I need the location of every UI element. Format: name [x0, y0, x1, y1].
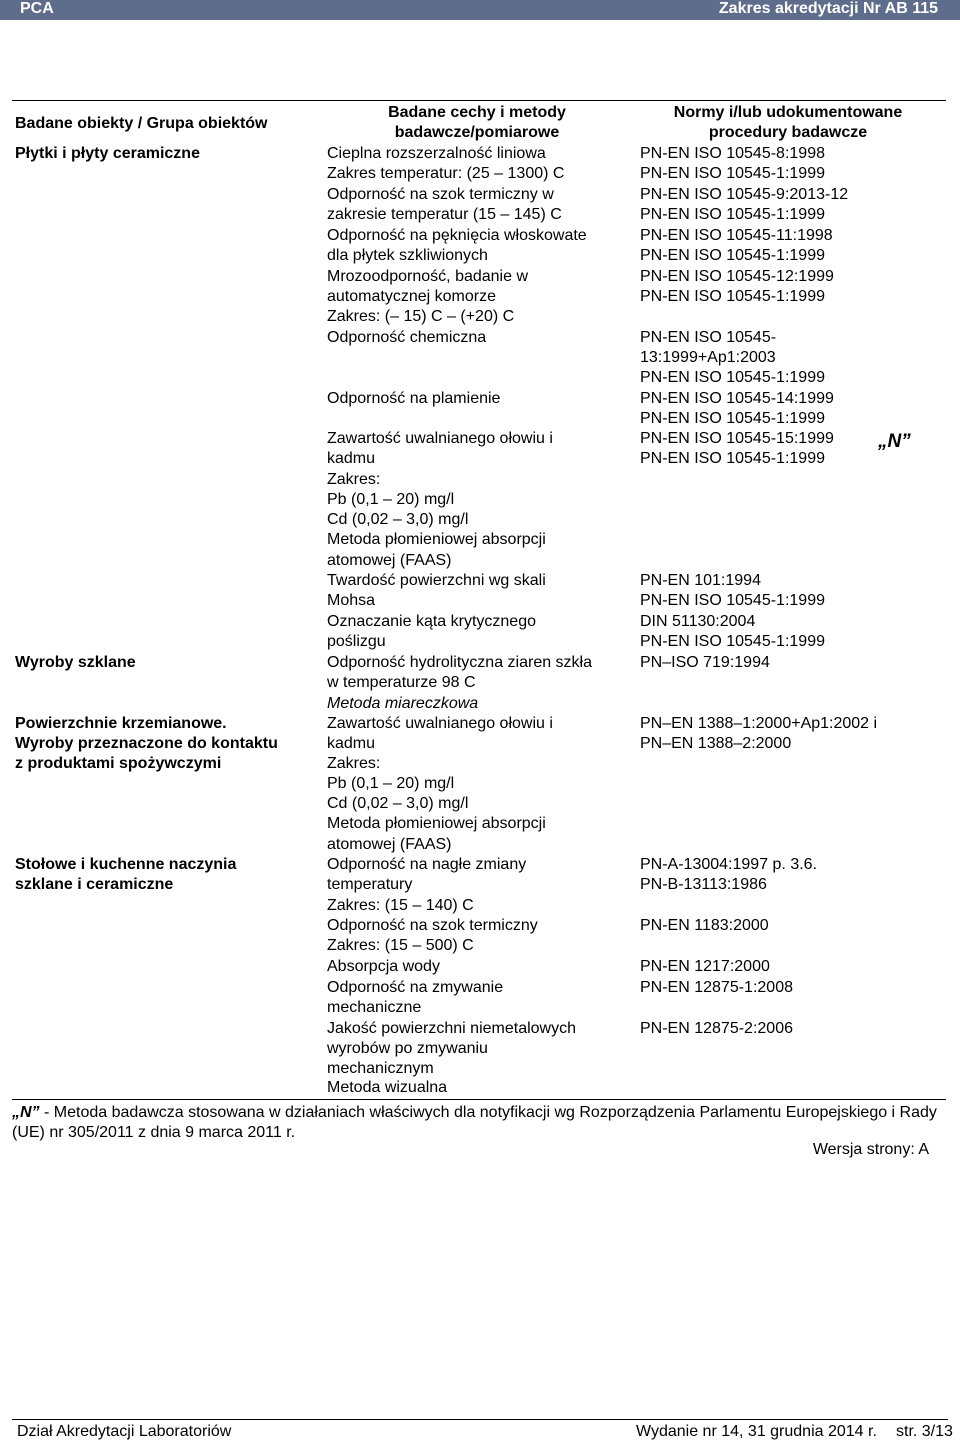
- notification-mark: „N”: [878, 431, 911, 452]
- feature-line: Zawartość uwalnianego ołowiu i: [327, 715, 553, 732]
- column-header-norms-line1: Normy i/lub udokumentowane: [673, 104, 903, 121]
- column-header-features: [327, 103, 627, 144]
- feature-line: zakresie temperatur (15 – 145) C: [327, 206, 562, 223]
- feature-line: Odporność hydrolityczna ziaren szkła: [327, 654, 593, 671]
- norm-line: PN-EN ISO 10545-8:1998: [640, 145, 825, 162]
- norm-line: PN-EN ISO 10545-1:1999: [640, 410, 825, 427]
- page-version: Wersja strony: A: [812, 1141, 929, 1158]
- norm-line: PN-EN 12875-1:2008: [640, 979, 793, 996]
- norm-line: PN-EN 101:1994: [640, 572, 761, 589]
- norm-line: PN-EN ISO 10545-1:1999: [640, 247, 825, 264]
- feature-line: Absorpcja wody: [327, 958, 440, 975]
- column-header-features-line2: badawcze/pomiarowe: [394, 124, 560, 142]
- top-header-bar: [0, 0, 960, 20]
- feature-line: Oznaczanie kąta krytycznego: [327, 613, 536, 630]
- footer-rule: [12, 1419, 948, 1420]
- feature-line: Metoda płomieniowej absorpcji: [327, 531, 546, 548]
- footer-page-number: str. 3/13: [896, 1423, 953, 1440]
- feature-line: Metoda wizualna: [327, 1079, 448, 1096]
- norm-line: PN-EN ISO 10545-1:1999: [640, 592, 825, 609]
- feature-line: automatycznej komorze: [327, 288, 496, 305]
- norm-line: PN-EN 12875-2:2006: [640, 1020, 793, 1037]
- feature-line: Pb (0,1 – 20) mg/l: [327, 491, 455, 508]
- norm-line: PN-A-13004:1997 p. 3.6.: [640, 856, 818, 873]
- feature-line: Zawartość uwalnianego ołowiu i: [327, 430, 553, 447]
- feature-line: Mrozoodporność, badanie w: [327, 268, 529, 285]
- feature-line: mechaniczne: [327, 999, 422, 1016]
- feature-line: temperatury: [327, 876, 413, 893]
- feature-line: Odporność na pęknięcia włoskowate: [327, 227, 587, 244]
- feature-line: Cieplna rozszerzalność liniowa: [327, 145, 546, 162]
- feature-line: Zakres temperatur: (25 – 1300) C: [327, 165, 565, 182]
- feature-line: Zakres: (15 – 140) C: [327, 897, 474, 914]
- norm-line: PN-EN ISO 10545-9:2013-12: [640, 186, 849, 203]
- feature-line: Zakres:: [327, 755, 381, 772]
- object-food-contact-line1: Wyroby przeznaczone do kontaktu: [15, 735, 278, 752]
- object-food-contact-line2: z produktami spożywczymi: [15, 755, 222, 772]
- feature-line: Odporność chemiczna: [327, 329, 487, 346]
- feature-line: Cd (0,02 – 3,0) mg/l: [327, 511, 469, 528]
- column-header-objects: Badane obiekty / Grupa obiektów: [15, 115, 268, 132]
- norm-line: PN-EN ISO 10545-11:1998: [640, 227, 833, 244]
- feature-line: Odporność na nagłe zmiany: [327, 856, 527, 873]
- feature-line: Zakres: (– 15) C – (+20) C: [327, 308, 515, 325]
- feature-line: Cd (0,02 – 3,0) mg/l: [327, 795, 469, 812]
- feature-line: atomowej (FAAS): [327, 552, 452, 569]
- norm-line: PN-B-13113:1986: [640, 876, 767, 893]
- feature-line: mechanicznym: [327, 1060, 434, 1077]
- footer-department: Dział Akredytacji Laboratoriów: [17, 1423, 232, 1440]
- norm-line: PN-EN ISO 10545-1:1999: [640, 450, 825, 467]
- table-bottom-rule: [12, 1099, 946, 1100]
- feature-line: w temperaturze 98 C: [327, 674, 476, 691]
- feature-line: Zakres:: [327, 471, 381, 488]
- norm-line: PN–EN 1388–2:2000: [640, 735, 792, 752]
- norm-line: PN-EN ISO 10545-1:1999: [640, 288, 825, 305]
- norm-line: PN-EN 1183:2000: [640, 917, 769, 934]
- norm-line: 13:1999+Ap1:2003: [640, 349, 776, 366]
- footer-edition: Wydanie nr 14, 31 grudnia 2014 r.: [636, 1423, 877, 1440]
- object-silicate-surfaces: Powierzchnie krzemianowe.: [15, 715, 227, 732]
- feature-line: Metoda płomieniowej absorpcji: [327, 815, 546, 832]
- feature-line: atomowej (FAAS): [327, 836, 452, 853]
- norm-line: PN-EN ISO 10545-12:1999: [640, 268, 834, 285]
- feature-line: Odporność na szok termiczny: [327, 917, 538, 934]
- feature-line: Metoda miareczkowa: [327, 695, 479, 712]
- norm-line: PN-EN ISO 10545-14:1999: [640, 390, 834, 407]
- header-title: Zakres akredytacji Nr AB 115: [718, 0, 938, 17]
- feature-line: Odporność na szok termiczny w: [327, 186, 554, 203]
- norm-line: PN-EN ISO 10545-1:1999: [640, 206, 825, 223]
- feature-line: wyrobów po zmywaniu: [327, 1040, 488, 1057]
- object-ceramic-tiles: Płytki i płyty ceramiczne: [15, 145, 200, 162]
- feature-line: Odporność na zmywanie: [327, 979, 504, 996]
- column-header-norms: [638, 103, 938, 144]
- norm-line: PN-EN ISO 10545-15:1999: [640, 430, 834, 447]
- norm-line: PN-EN ISO 10545-1:1999: [640, 369, 825, 386]
- footnote: [12, 1103, 947, 1144]
- feature-line: dla płytek szkliwionych: [327, 247, 488, 264]
- norm-line: PN-EN ISO 10545-1:1999: [640, 165, 825, 182]
- table-top-rule: [12, 100, 946, 101]
- footnote-text: - Metoda badawcza stosowana w działaniach właściwych dla notyfikacji wg Rozporządzenia Parlamentu Europejskiego i Rady (UE) nr 305/2011 z dnia 9 marca 2011 r.: [12, 1104, 937, 1142]
- feature-line: Zakres: (15 – 500) C: [327, 937, 474, 954]
- column-header-norms-line2: procedury badawcze: [708, 124, 868, 142]
- object-glass-products: Wyroby szklane: [15, 654, 136, 671]
- feature-line: Odporność na plamienie: [327, 390, 501, 407]
- norm-line: PN-EN ISO 10545-1:1999: [640, 633, 825, 650]
- object-tableware-line1: Stołowe i kuchenne naczynia: [15, 856, 237, 873]
- column-header-features-line1: Badane cechy i metody: [388, 104, 566, 121]
- feature-line: kadmu: [327, 450, 376, 467]
- feature-line: Twardość powierzchni wg skali: [327, 572, 546, 589]
- norm-line: PN–EN 1388–1:2000+Ap1:2002 i: [640, 715, 878, 732]
- object-tableware-line2: szklane i ceramiczne: [15, 876, 174, 893]
- feature-line: poślizgu: [327, 633, 386, 650]
- norm-line: DIN 51130:2004: [640, 613, 756, 630]
- feature-line: Jakość powierzchni niemetalowych: [327, 1020, 576, 1037]
- feature-line: kadmu: [327, 735, 376, 752]
- header-org: PCA: [20, 0, 54, 17]
- footnote-mark: „N”: [12, 1104, 40, 1121]
- feature-line: Pb (0,1 – 20) mg/l: [327, 775, 455, 792]
- feature-line: Mohsa: [327, 592, 376, 609]
- norm-line: PN-EN 1217:2000: [640, 958, 770, 975]
- norm-line: PN–ISO 719:1994: [640, 654, 770, 671]
- norm-line: PN-EN ISO 10545-: [640, 329, 777, 346]
